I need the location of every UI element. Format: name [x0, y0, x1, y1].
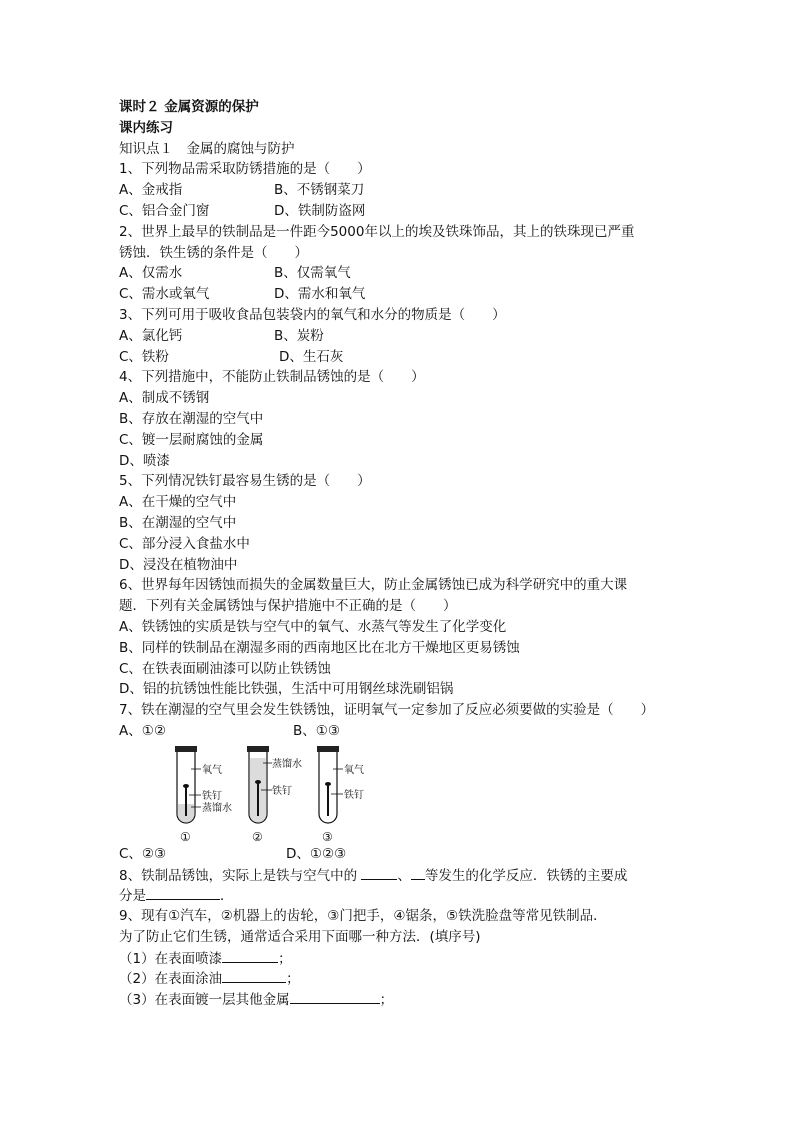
- q8-blank-3[interactable]: [146, 885, 220, 900]
- q5-option-d: D、浸没在植物油中: [119, 556, 238, 573]
- q3-options-cd: [119, 347, 679, 368]
- q7-stem: 7、铁在潮湿的空气里会发生铁锈蚀，证明氧气一定参加了反应必须要做的实验是（ ）: [119, 702, 655, 719]
- q9-stem-line1: 9、现有①汽车，②机器上的齿轮，③门把手，④锯条，⑤铁洗脸盘等常见铁制品．: [119, 908, 607, 925]
- q4-stem: 4、下列措施中，不能防止铁制品锈蚀的是（ ）: [119, 369, 425, 386]
- tube3-number: ③: [322, 829, 333, 844]
- tube1-number: ①: [180, 829, 191, 844]
- q8-blank-1[interactable]: [361, 865, 397, 880]
- q6-stem-line1: 6、世界每年因锈蚀而损失的金属数量巨大，防止金属锈蚀已成为科学研究中的重大课: [119, 577, 628, 594]
- q9-item-2-text: （2）在表面涂油: [119, 971, 223, 988]
- q2-option-b: B、仅需氧气: [274, 265, 351, 282]
- q6-option-d: D、铝的抗锈蚀性能比铁强，生活中可用钢丝球洗刷铝锅: [119, 681, 454, 698]
- q7-option-d: D、①②③: [286, 845, 347, 862]
- tube3-label-nail: 铁钉: [344, 789, 364, 801]
- worksheet-content: [119, 97, 679, 1010]
- q2-option-c: C、需水或氧气: [119, 286, 210, 303]
- tube2-nail-head: [255, 780, 261, 784]
- test-tube-3: [317, 746, 364, 844]
- q9-blank-1[interactable]: [222, 948, 278, 963]
- q1-option-c: C、铝合金门窗: [119, 202, 210, 219]
- q8-text-3: 等发生的化学反应．铁锈的主要成: [424, 867, 628, 884]
- q2-option-d: D、需水和氧气: [274, 286, 366, 303]
- tube2-stopper: [247, 746, 269, 752]
- test-tubes-figure: [119, 742, 679, 844]
- q5-option-a: A、在干燥的空气中: [119, 494, 237, 511]
- q9-item-2-end: ；: [286, 971, 300, 988]
- tube3-label-oxygen: 氧气: [344, 764, 364, 776]
- tube1-nail-head: [183, 784, 189, 788]
- q8-line2: [119, 885, 679, 906]
- q5-stem: 5、下列情况铁钉最容易生锈的是（ ）: [119, 473, 371, 490]
- q1-option-a: A、金戒指: [119, 182, 183, 199]
- tube1-label-water: 蒸馏水: [202, 802, 232, 814]
- q3-options-ab: [119, 326, 679, 347]
- section-title: 课内练习: [119, 119, 173, 136]
- q1-option-d: D、铁制防盗网: [274, 202, 366, 219]
- tube1-label-nail: 铁钉: [202, 790, 222, 802]
- tube3-nail-head: [325, 782, 331, 786]
- q5-option-c: C、部分浸入食盐水中: [119, 535, 250, 552]
- tube2-number: ②: [252, 829, 263, 844]
- q7-options-ab: [119, 721, 679, 742]
- q1-option-b: B、不锈钢菜刀: [274, 182, 365, 199]
- q6-stem-line2: 题．下列有关金属锈蚀与保护措施中不正确的是（ ）: [119, 598, 457, 615]
- q7-option-b: B、①③: [293, 722, 340, 739]
- q8-text-2: 、: [397, 867, 411, 884]
- q2-options-ab: [119, 263, 679, 284]
- q4-option-c: C、镀一层耐腐蚀的金属: [119, 431, 264, 448]
- q9-item-3-end: ；: [379, 992, 394, 1009]
- q3-stem: 3、下列可用于吸收食品包装袋内的氧气和水分的物质是（ ）: [119, 306, 506, 323]
- q8-line1: [119, 865, 679, 886]
- q9-item-2: [119, 968, 679, 989]
- q3-option-d: D、生石灰: [279, 348, 344, 365]
- lesson-title: 课时２ 金属资源的保护: [119, 99, 259, 115]
- tube2-label-nail: 铁钉: [272, 785, 292, 797]
- q1-stem: 1、下列物品需采取防锈措施的是（ ）: [119, 161, 371, 178]
- q4-option-a: A、制成不锈钢: [119, 390, 210, 407]
- q8-text-1: 8、铁制品锈蚀，实际上是铁与空气中的: [119, 867, 362, 884]
- test-tube-2: [247, 746, 302, 844]
- tube3-stopper: [317, 746, 339, 752]
- q7-option-a: A、①②: [119, 722, 166, 739]
- q9-blank-3[interactable]: [290, 989, 380, 1004]
- q9-item-3: [119, 989, 679, 1010]
- q3-option-c: C、铁粉: [119, 348, 169, 365]
- q8-blank-2[interactable]: [411, 865, 425, 880]
- tube1-label-oxygen: 氧气: [202, 764, 222, 776]
- q9-item-1-text: （1）在表面喷漆: [119, 950, 223, 967]
- q2-option-a: A、仅需水: [119, 265, 183, 282]
- q3-option-a: A、氯化钙: [119, 327, 183, 344]
- q7-option-c: C、②③: [119, 845, 167, 862]
- q6-option-c: C、在铁表面刷油漆可以防止铁锈蚀: [119, 660, 331, 677]
- q9-item-1-end: ；: [278, 950, 292, 967]
- tube1-stopper: [175, 746, 197, 752]
- q9-blank-2[interactable]: [222, 968, 286, 983]
- test-tube-1: [175, 746, 232, 844]
- q2-stem-line1: 2、世界上最早的铁制品是一件距今5000年以上的埃及铁珠饰品，其上的铁珠现已严重: [119, 223, 635, 240]
- q8-text-4: 分是: [119, 888, 146, 905]
- q2-stem-line2: 锈蚀．铁生锈的条件是（ ）: [119, 244, 308, 261]
- tube2-label-water: 蒸馏水: [272, 758, 302, 770]
- q9-item-1: [119, 948, 679, 969]
- q8-text-5: ．: [220, 888, 234, 905]
- q7-options-cd: [119, 844, 679, 865]
- q6-option-b: B、同样的铁制品在潮湿多雨的西南地区比在北方干燥地区更易锈蚀: [119, 639, 520, 656]
- q6-option-a: A、铁锈蚀的实质是铁与空气中的氧气、水蒸气等发生了化学变化: [119, 618, 507, 635]
- q1-options-ab: [119, 180, 679, 201]
- q9-stem-line2: 为了防止它们生锈，通常适合采用下面哪一种方法．(填序号): [119, 928, 481, 945]
- q3-option-b: B、炭粉: [274, 327, 324, 344]
- q2-options-cd: [119, 284, 679, 305]
- q4-option-b: B、存放在潮湿的空气中: [119, 410, 264, 427]
- test-tubes-diagram: [167, 744, 387, 844]
- q1-options-cd: [119, 201, 679, 222]
- topic-title: 知识点１ 金属的腐蚀与防护: [119, 140, 295, 157]
- q5-option-b: B、在潮湿的空气中: [119, 514, 237, 531]
- q9-item-3-text: （3）在表面镀一层其他金属: [119, 992, 290, 1009]
- q4-option-d: D、喷漆: [119, 452, 170, 469]
